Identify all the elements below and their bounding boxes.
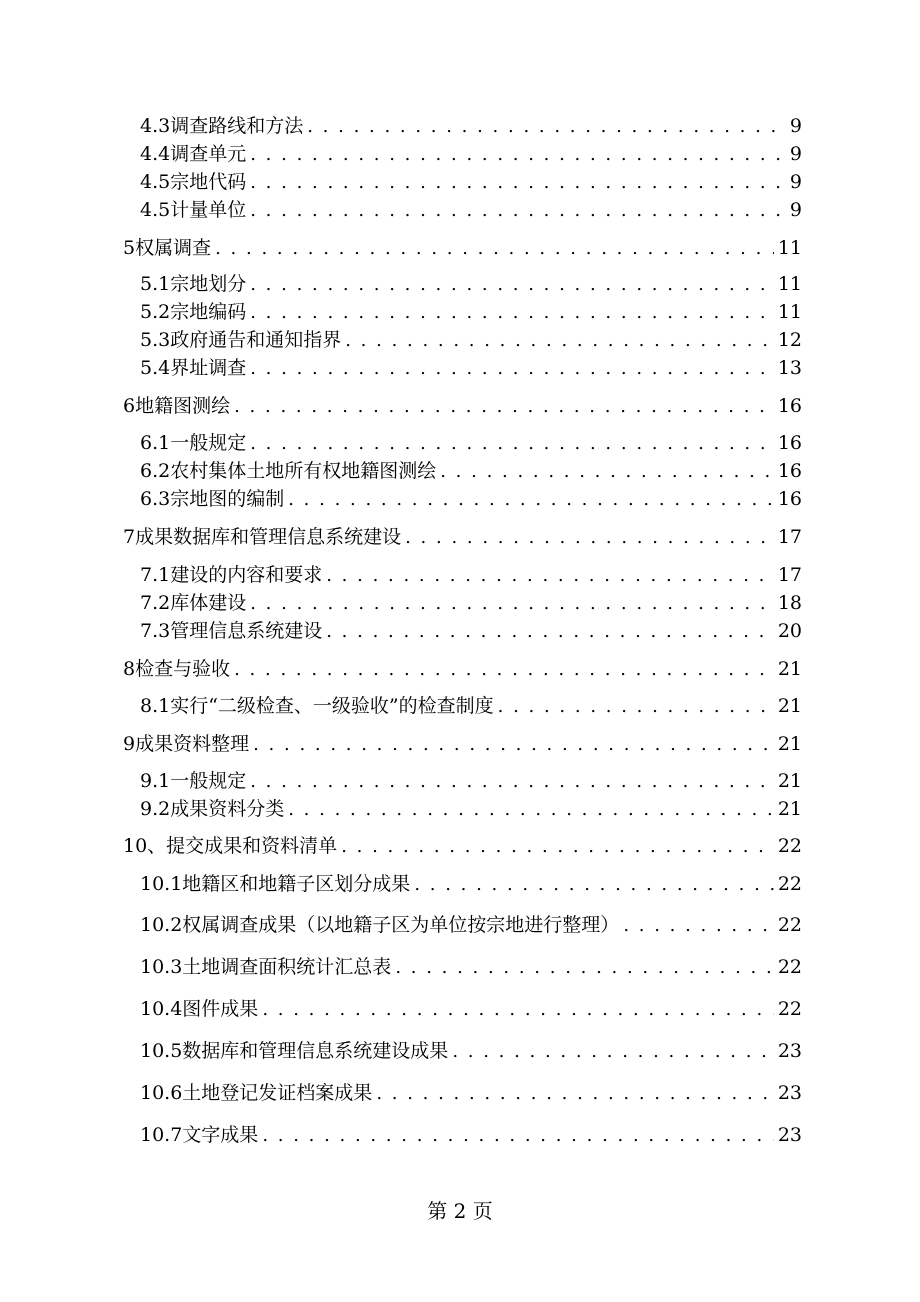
toc-entry[interactable] xyxy=(140,1123,802,1148)
toc-page: 22 xyxy=(777,873,802,895)
dot-leader xyxy=(326,620,774,644)
toc-page: 21 xyxy=(777,798,802,820)
toc-entry[interactable] xyxy=(140,913,802,938)
dot-leader xyxy=(345,329,774,353)
toc-number: 9 xyxy=(123,733,136,755)
toc-page: 23 xyxy=(777,1040,802,1062)
toc-page: 20 xyxy=(777,620,802,642)
dot-leader xyxy=(498,695,774,719)
toc-title: 库体建设 xyxy=(170,592,247,614)
toc-page: 13 xyxy=(777,357,802,379)
toc-title: 农村集体土地所有权地籍图测绘 xyxy=(170,460,437,482)
toc-entry[interactable] xyxy=(140,300,802,325)
toc-number: 9.2 xyxy=(140,798,171,820)
dot-leader xyxy=(307,115,786,139)
toc-entry[interactable] xyxy=(140,487,802,512)
toc-page: 12 xyxy=(777,329,802,351)
toc-number: 8.1 xyxy=(140,695,171,717)
toc-number: 6.2 xyxy=(140,460,171,482)
toc-entry[interactable] xyxy=(140,694,802,719)
toc-number: 5.3 xyxy=(140,329,171,351)
toc-number: 5.1 xyxy=(140,273,171,295)
dot-leader xyxy=(250,432,774,456)
toc-entry[interactable] xyxy=(140,955,802,980)
toc-title: 成果数据库和管理信息系统建设 xyxy=(135,526,402,548)
dot-leader xyxy=(234,658,774,682)
toc-title: 计量单位 xyxy=(170,199,247,221)
toc-entry[interactable] xyxy=(140,1081,802,1106)
toc-title: 政府通告和通知指界 xyxy=(170,329,342,351)
toc-number: 5.2 xyxy=(140,301,171,323)
dot-leader xyxy=(623,914,774,938)
dot-leader xyxy=(250,592,774,616)
dot-leader xyxy=(395,956,774,980)
toc-title: 实行“二级检查、一级验收”的检查制度 xyxy=(170,695,494,717)
toc-page: 16 xyxy=(777,395,802,417)
toc-page: 9 xyxy=(789,143,802,165)
dot-leader xyxy=(405,526,774,550)
dot-leader xyxy=(253,733,774,757)
toc-title: 10.2权属调查成果（以地籍子区为单位按宗地进行整理） xyxy=(140,914,620,936)
toc-number: 8 xyxy=(123,658,136,680)
toc-number: 9.1 xyxy=(140,770,171,792)
toc-number: 7.3 xyxy=(140,620,171,642)
toc-number: 4.4 xyxy=(140,143,171,165)
toc-page: 23 xyxy=(777,1082,802,1104)
dot-leader xyxy=(288,488,774,512)
dot-leader xyxy=(262,998,774,1022)
toc-title: 10.1地籍区和地籍子区划分成果 xyxy=(140,873,411,895)
toc-number: 7 xyxy=(123,526,136,548)
toc-page: 9 xyxy=(789,115,802,137)
toc-title: 调查路线和方法 xyxy=(170,115,304,137)
toc-page: 22 xyxy=(777,835,802,857)
toc-title: 检查与验收 xyxy=(135,658,231,680)
toc-page: 18 xyxy=(777,592,802,614)
toc-page: 22 xyxy=(777,956,802,978)
dot-leader xyxy=(250,171,786,195)
toc-entry[interactable] xyxy=(140,356,802,381)
toc-entry[interactable] xyxy=(123,657,802,682)
toc-page: 11 xyxy=(777,237,802,259)
toc-number: 4.5 xyxy=(140,171,171,193)
toc-title: 宗地图的编制 xyxy=(170,488,285,510)
toc-entry[interactable] xyxy=(123,834,802,859)
dot-leader xyxy=(326,564,774,588)
dot-leader xyxy=(452,1040,774,1064)
toc-entry[interactable] xyxy=(140,591,802,616)
toc-page: 17 xyxy=(777,526,802,548)
toc-entry[interactable] xyxy=(140,563,802,588)
dot-leader xyxy=(234,395,774,419)
dot-leader xyxy=(250,357,774,381)
toc-title: 调查单元 xyxy=(170,143,247,165)
toc-number: 7.1 xyxy=(140,564,171,586)
toc-number: 6.3 xyxy=(140,488,171,510)
toc-entry[interactable] xyxy=(140,769,802,794)
dot-leader xyxy=(250,143,786,167)
toc-page: 16 xyxy=(777,488,802,510)
toc-title: 宗地划分 xyxy=(170,273,247,295)
toc-number: 5 xyxy=(123,237,136,259)
toc-title: 界址调查 xyxy=(170,357,247,379)
toc-page: 21 xyxy=(777,733,802,755)
toc-title: 一般规定 xyxy=(170,770,247,792)
toc-page: 17 xyxy=(777,564,802,586)
toc-entry[interactable] xyxy=(140,142,802,167)
toc-page: 9 xyxy=(789,199,802,221)
toc-title: 成果资料整理 xyxy=(135,733,250,755)
toc-title: 建设的内容和要求 xyxy=(170,564,323,586)
toc-title: 地籍图测绘 xyxy=(135,395,231,417)
page-number-footer: 第 2 页 xyxy=(427,1199,493,1223)
toc-title: 10.6土地登记发证档案成果 xyxy=(140,1082,373,1104)
toc-page: 16 xyxy=(777,432,802,454)
toc-page: 21 xyxy=(777,658,802,680)
toc-title: 10.4图件成果 xyxy=(140,998,259,1020)
toc-page: 22 xyxy=(777,914,802,936)
toc-entry[interactable] xyxy=(123,394,802,419)
toc-title: 10.5数据库和管理信息系统建设成果 xyxy=(140,1040,449,1062)
dot-leader xyxy=(250,770,774,794)
toc-entry[interactable] xyxy=(140,431,802,456)
toc-number: 7.2 xyxy=(140,592,171,614)
dot-leader xyxy=(414,873,774,897)
toc-page: 16 xyxy=(777,460,802,482)
toc-page: 22 xyxy=(777,998,802,1020)
toc-number: 4.3 xyxy=(140,115,171,137)
toc-entry[interactable] xyxy=(140,872,802,897)
dot-leader xyxy=(250,199,786,223)
toc-entry[interactable] xyxy=(140,114,802,139)
toc-title: 成果资料分类 xyxy=(170,798,285,820)
toc-entry[interactable] xyxy=(140,797,802,822)
toc-entry[interactable] xyxy=(123,732,802,757)
toc-number: 6.1 xyxy=(140,432,171,454)
dot-leader xyxy=(376,1082,774,1106)
toc-title: 权属调查 xyxy=(135,237,212,259)
toc-title: 10.7文字成果 xyxy=(140,1124,259,1146)
toc-page: 9 xyxy=(789,171,802,193)
toc-number: 6 xyxy=(123,395,136,417)
toc-entry[interactable] xyxy=(140,328,802,353)
toc-title: 宗地编码 xyxy=(170,301,247,323)
toc-number: 4.5 xyxy=(140,199,171,221)
dot-leader xyxy=(250,301,774,325)
toc-entry[interactable] xyxy=(140,997,802,1022)
toc-page: 23 xyxy=(777,1124,802,1146)
toc-title: 宗地代码 xyxy=(170,171,247,193)
toc-title: 10、提交成果和资料清单 xyxy=(123,835,338,857)
dot-leader xyxy=(288,798,774,822)
toc-entry[interactable] xyxy=(123,236,802,261)
toc-page: 11 xyxy=(777,301,802,323)
dot-leader xyxy=(215,237,774,261)
dot-leader xyxy=(341,835,774,859)
toc-title: 管理信息系统建设 xyxy=(170,620,323,642)
toc-entry[interactable] xyxy=(140,198,802,223)
toc-entry[interactable] xyxy=(140,619,802,644)
toc-entry[interactable] xyxy=(140,170,802,195)
dot-leader xyxy=(250,273,774,297)
toc-page: 11 xyxy=(777,273,802,295)
toc-number: 5.4 xyxy=(140,357,171,379)
toc-page: 21 xyxy=(777,770,802,792)
toc-entry[interactable] xyxy=(140,459,802,484)
toc-title: 一般规定 xyxy=(170,432,247,454)
toc-entry[interactable] xyxy=(123,525,802,550)
toc-title: 10.3土地调查面积统计汇总表 xyxy=(140,956,392,978)
toc-entry[interactable] xyxy=(140,272,802,297)
toc-page: 21 xyxy=(777,695,802,717)
dot-leader xyxy=(440,460,774,484)
toc-entry[interactable] xyxy=(140,1039,802,1064)
dot-leader xyxy=(262,1124,774,1148)
